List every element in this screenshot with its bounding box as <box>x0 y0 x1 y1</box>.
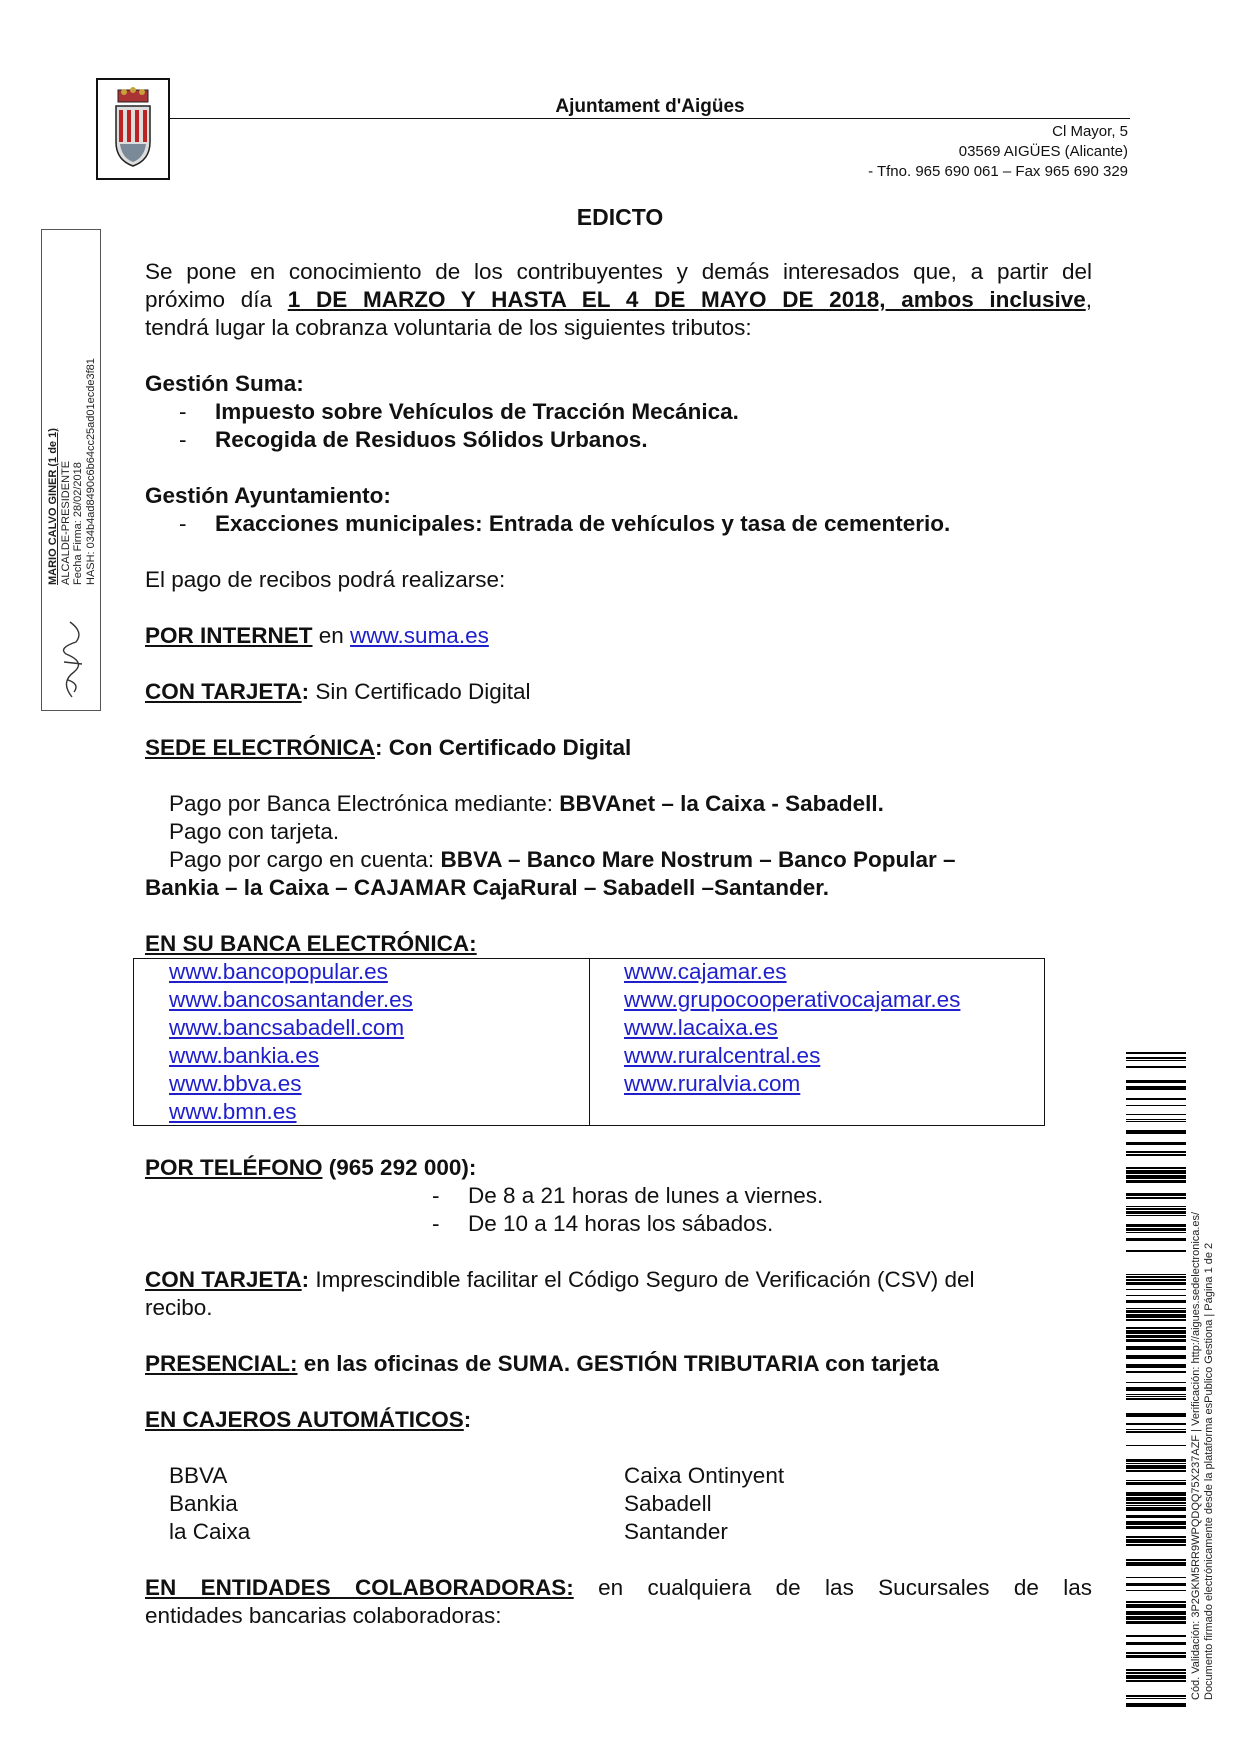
barcode-bar <box>1126 1114 1186 1115</box>
barcode-bar <box>1126 1224 1186 1227</box>
coat-of-arms-icon <box>98 80 168 178</box>
telefono-line <box>145 1154 1100 1182</box>
gestion-ayuntamiento-heading: Gestión Ayuntamiento: <box>145 483 391 508</box>
barcode-bar <box>1126 1669 1186 1671</box>
municipal-coat-of-arms <box>96 78 170 180</box>
barcode-bar <box>1126 1330 1186 1334</box>
banca-line-1: Pago por Banca Electrónica mediante: BBVAnet – la Caixa - Sabadell. <box>169 791 884 816</box>
intro-suffix: , <box>1085 287 1092 312</box>
barcode-bar <box>1126 1497 1186 1501</box>
atm-bank: Santander <box>624 1519 728 1544</box>
barcode-bar <box>1126 1119 1186 1120</box>
barcode-bar <box>1126 1339 1186 1342</box>
tarjeta-line: CON TARJETA: Sin Certificado Digital <box>145 679 531 704</box>
barcode-bar <box>1126 1197 1186 1199</box>
barcode-bar <box>1126 1274 1186 1275</box>
barcode-bar <box>1126 1652 1186 1654</box>
barcode-bar <box>1126 1445 1186 1446</box>
barcode-bar <box>1126 1465 1186 1469</box>
barcode-bar <box>1126 1507 1186 1511</box>
barcode-bar <box>1126 1583 1186 1586</box>
municipality-name: Ajuntament d'Aigües <box>555 96 745 117</box>
handwritten-signature-icon <box>52 602 92 702</box>
address-phone: - Tfno. 965 690 061 – Fax 965 690 329 <box>868 163 1128 180</box>
barcode-bar <box>1126 1431 1186 1433</box>
barcode-bar <box>1126 1505 1186 1506</box>
barcode-bar <box>1126 1577 1186 1578</box>
barcode-bar <box>1126 1052 1186 1054</box>
barcode-bar <box>1126 1170 1186 1174</box>
signer-role: ALCALDE-PRESIDENTE <box>59 460 72 585</box>
barcode-bar <box>1126 1232 1186 1233</box>
barcode-bar <box>1126 1423 1186 1425</box>
barcode-bar <box>1126 1151 1186 1153</box>
internet-label: POR INTERNET <box>145 623 313 648</box>
barcode-bar <box>1126 1066 1186 1068</box>
barcode-bar <box>1126 1680 1186 1682</box>
barcode-bar <box>1126 1228 1186 1231</box>
barcode-bar <box>1126 1086 1186 1090</box>
sede-label: SEDE ELECTRÓNICA <box>145 735 376 760</box>
barcode-bar <box>1126 1130 1186 1134</box>
bank-link[interactable]: www.grupocooperativocajamar.es <box>624 987 961 1012</box>
barcode-bar <box>1126 1642 1186 1645</box>
intro-dates: 1 DE MARZO Y HASTA EL 4 DE MAYO DE 2018, ambos inclusive <box>287 287 1086 312</box>
barcode-bar <box>1126 1180 1186 1183</box>
verification-barcode <box>1126 1052 1186 1707</box>
barcode-bar <box>1126 1655 1186 1658</box>
barcode-bar <box>1126 1057 1186 1059</box>
barcode-bar <box>1126 1480 1186 1481</box>
barcode-bar <box>1126 1394 1186 1395</box>
suma-link[interactable]: www.suma.es <box>350 623 489 648</box>
barcode-bar <box>1126 1515 1186 1518</box>
signer-name: MARIO CALVO GINER (1 de 1) <box>47 428 59 585</box>
barcode-bar <box>1126 1279 1186 1281</box>
barcode-bar <box>1126 1364 1186 1368</box>
barcode-bar <box>1126 1675 1186 1679</box>
signature-hash: HASH: 034b4ad8490c6b64cc25ad01ecde3f81 <box>84 358 97 585</box>
barcode-bar <box>1126 1335 1186 1338</box>
barcode-bar <box>1126 1098 1186 1100</box>
colaboradoras-label: EN ENTIDADES COLABORADORAS: <box>145 1575 574 1600</box>
address-street: Cl Mayor, 5 <box>1052 123 1128 140</box>
barcode-bar <box>1126 1536 1186 1538</box>
barcode-bar <box>1126 1695 1186 1697</box>
signature-info <box>47 358 97 585</box>
barcode-bar <box>1126 1492 1186 1496</box>
presencial-line: PRESENCIAL: en las oficinas de SUMA. GESTIÓN TRIBUTARIA con tarjeta <box>145 1351 939 1376</box>
tarjeta-label: CON TARJETA <box>145 1267 302 1292</box>
barcode-bar <box>1126 1470 1186 1472</box>
telefono-label: POR TELÉFONO <box>145 1155 323 1180</box>
bank-link[interactable]: www.bbva.es <box>169 1071 302 1096</box>
barcode-bar <box>1126 1121 1186 1122</box>
verification-platform: Documento firmado electrónicamente desde la plataforma esPublico Gestiona | Página 1 de 2 <box>1203 1242 1215 1700</box>
verification-info <box>1190 1212 1216 1700</box>
atm-bank: Caixa Ontinyent <box>624 1463 785 1488</box>
barcode-bar <box>1126 1611 1186 1615</box>
tarjeta-csv-line-2: recibo. <box>145 1295 213 1320</box>
banca-electronica-heading: EN SU BANCA ELECTRÓNICA: <box>145 931 477 956</box>
barcode-bar <box>1126 1703 1186 1707</box>
cajeros-heading: EN CAJEROS AUTOMÁTICOS: <box>145 1407 472 1432</box>
verification-code: Cód. Validación: 3P2GKM5RR9WPQDQQ75X237AZF | Verificación: http://aigues.sedelectronica.es/ <box>1190 1211 1202 1700</box>
edict-title: EDICTO <box>576 204 664 230</box>
barcode-bar <box>1126 1429 1186 1430</box>
bank-link[interactable]: www.lacaixa.es <box>624 1015 778 1040</box>
barcode-bar <box>1126 1175 1186 1179</box>
colaboradoras-line-2: entidades bancarias colaboradoras: <box>145 1603 502 1628</box>
barcode-bar <box>1126 1562 1186 1566</box>
barcode-bar <box>1126 1635 1186 1637</box>
barcode-bar <box>1126 1327 1186 1329</box>
telefono-number: (965 292 000): <box>322 1155 477 1180</box>
barcode-bar <box>1126 1250 1186 1252</box>
barcode-bar <box>1126 1698 1186 1699</box>
barcode-bar <box>1126 1193 1186 1196</box>
barcode-bar <box>1126 1206 1186 1207</box>
barcode-bar <box>1126 1590 1186 1591</box>
atm-bank: BBVA <box>169 1463 228 1488</box>
table-divider <box>589 958 590 1126</box>
barcode-bar <box>1126 1544 1186 1546</box>
banca-line-4: Bankia – la Caixa – CAJAMAR CajaRural – Sabadell –Santander. <box>145 875 830 900</box>
intro-line-1: Se pone en conocimiento de los contribuyentes y demás interesados que, a partir del <box>145 259 1092 284</box>
tarjeta-csv-line: CON TARJETA: Imprescindible facilitar el Código Seguro de Verificación (CSV) del <box>145 1267 975 1292</box>
barcode-bar <box>1126 1371 1186 1373</box>
barcode-bar <box>1126 1105 1186 1106</box>
barcode-bar <box>1126 1346 1186 1350</box>
barcode-bar <box>1126 1559 1186 1561</box>
banca-line-3: Pago por cargo en cuenta: BBVA – Banco Mare Nostrum – Banco Popular – <box>169 847 956 872</box>
barcode-bar <box>1126 1289 1186 1290</box>
bank-link[interactable]: www.ruralcentral.es <box>624 1043 821 1068</box>
barcode-bar <box>1126 1300 1186 1303</box>
banca-line-2: Pago con tarjeta. <box>169 819 340 844</box>
bank-link[interactable]: www.bmn.es <box>169 1099 297 1124</box>
bank-link[interactable]: www.bancosantander.es <box>169 987 413 1012</box>
intro-line-2 <box>145 286 1092 314</box>
barcode-bar <box>1126 1387 1186 1391</box>
intro-line-3: tendrá lugar la cobranza voluntaria de los siguientes tributos: <box>145 315 752 340</box>
barcode-bar <box>1126 1526 1186 1529</box>
barcode-bar <box>1126 1310 1186 1313</box>
barcode-bar <box>1126 1215 1186 1216</box>
barcode-bar <box>1126 1463 1186 1464</box>
barcode-bar <box>1126 1142 1186 1145</box>
barcode-bar <box>1126 1314 1186 1318</box>
colaboradoras-line: EN ENTIDADES COLABORADORAS: en cualquiera de las Sucursales de las <box>145 1575 1092 1600</box>
barcode-bar <box>1126 1382 1186 1383</box>
barcode-bar <box>1126 1308 1186 1309</box>
bank-link[interactable]: www.bancopopular.es <box>169 959 388 984</box>
barcode-bar <box>1126 1621 1186 1624</box>
barcode-bar <box>1126 1539 1186 1543</box>
barcode-bar <box>1126 1167 1186 1169</box>
barcode-bar <box>1126 1282 1186 1285</box>
barcode-bar <box>1126 1482 1186 1485</box>
header-rule <box>170 118 1130 119</box>
atm-bank: Sabadell <box>624 1491 712 1516</box>
atm-bank: la Caixa <box>169 1519 251 1544</box>
barcode-bar <box>1126 1502 1186 1504</box>
barcode-bar <box>1126 1238 1186 1241</box>
barcode-bar <box>1126 1154 1186 1156</box>
barcode-bar <box>1126 1060 1186 1061</box>
barcode-bar <box>1126 1211 1186 1214</box>
barcode-bar <box>1126 1080 1186 1083</box>
tarjeta-label: CON TARJETA <box>145 679 302 704</box>
barcode-bar <box>1126 1413 1186 1417</box>
barcode-bar <box>1126 1601 1186 1603</box>
barcode-bar <box>1126 1396 1186 1397</box>
barcode-bar <box>1126 1295 1186 1296</box>
signature-date: Fecha Firma: 28/02/2018 <box>72 462 84 585</box>
bank-link[interactable]: www.bancsabadell.com <box>169 1015 405 1040</box>
barcode-bar <box>1126 1604 1186 1608</box>
presencial-label: PRESENCIAL: <box>145 1351 298 1376</box>
gestion-suma-heading: Gestión Suma: <box>145 371 304 396</box>
payment-intro: El pago de recibos podrá realizarse: <box>145 567 506 592</box>
bank-link[interactable]: www.bankia.es <box>169 1043 320 1068</box>
bank-link[interactable]: www.cajamar.es <box>624 959 787 984</box>
barcode-bar <box>1126 1459 1186 1462</box>
intro-prefix: próximo día <box>145 287 288 312</box>
barcode-bar <box>1126 1398 1186 1400</box>
barcode-bar <box>1126 1355 1186 1359</box>
address-city: 03569 AIGÜES (Alicante) <box>958 143 1128 160</box>
barcode-bar <box>1126 1672 1186 1674</box>
bank-link[interactable]: www.ruralvia.com <box>624 1071 801 1096</box>
barcode-bar <box>1126 1521 1186 1525</box>
barcode-bar <box>1126 1276 1186 1278</box>
sede-line: SEDE ELECTRÓNICA: Con Certificado Digital <box>145 735 632 760</box>
barcode-bar <box>1126 1616 1186 1620</box>
internet-line: POR INTERNET en www.suma.es <box>145 623 489 648</box>
barcode-bar <box>1126 1208 1186 1210</box>
barcode-bar <box>1126 1319 1186 1321</box>
atm-bank: Bankia <box>169 1491 238 1516</box>
